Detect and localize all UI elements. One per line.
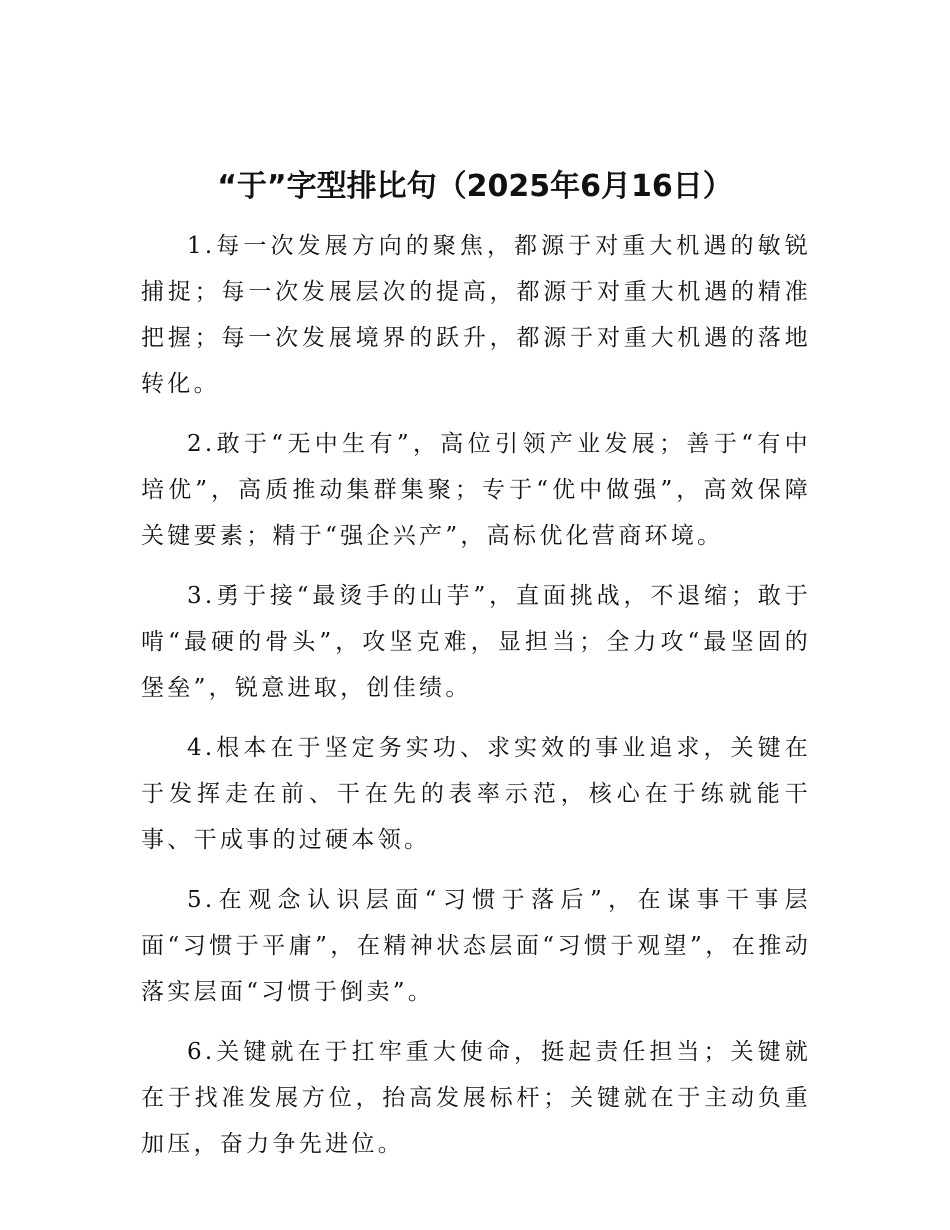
paragraph-3: 3.勇于接“最烫手的山芋”，直面挑战，不退缩；敢于啃“最硬的骨头”，攻坚克难，显担当；全力攻“最坚固的堡垒”，锐意进取，创佳绩。 bbox=[141, 583, 811, 701]
paragraph-5: 5.在观念认识层面“习惯于落后”，在谋事干事层面“习惯于平庸”，在精神状态层面“习惯于观望”，在推动落实层面“习惯于倒卖”。 bbox=[141, 887, 811, 1005]
paragraph-4: 4.根本在于坚定务实功、求实效的事业追求，关键在于发挥走在前、干在先的表率示范，核心在于练就能干事、干成事的过硬本领。 bbox=[141, 735, 811, 853]
paragraph-2: 2.敢于“无中生有”，高位引领产业发展；善于“有中培优”，高质推动集群集聚；专于“优中做强”，高效保障关键要素；精于“强企兴产”，高标优化营商环境。 bbox=[141, 431, 811, 549]
document-title: “于”字型排比句（2025年6月16日） bbox=[217, 169, 733, 204]
paragraph-1: 1.每一次发展方向的聚焦，都源于对重大机遇的敏锐捕捉；每一次发展层次的提高，都源于对重大机遇的精准把握；每一次发展境界的跃升，都源于对重大机遇的落地转化。 bbox=[141, 233, 811, 397]
paragraph-6: 6.关键就在于扛牢重大使命，挺起责任担当；关键就在于找准发展方位，抬高发展标杆；关键就在于主动负重加压，奋力争先进位。 bbox=[141, 1039, 811, 1157]
document-body bbox=[141, 223, 811, 1181]
